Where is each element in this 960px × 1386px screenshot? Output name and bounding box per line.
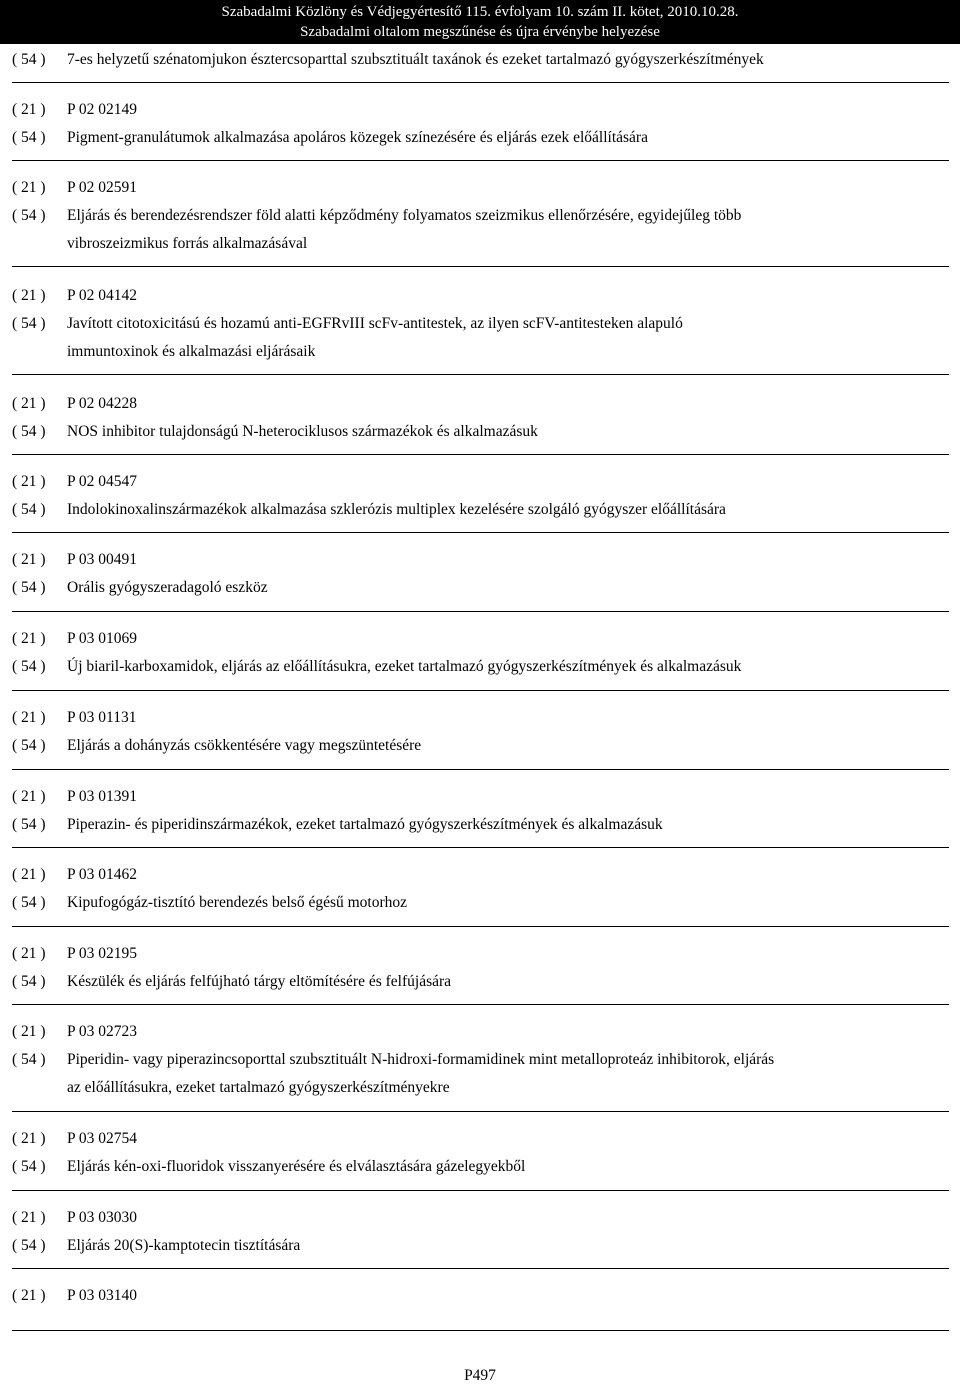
record-text: P 03 01462 [67, 866, 138, 883]
record-line [12, 282, 949, 310]
record-text: Készülék és eljárás felfújható tárgy eltömítésére és felfújására [67, 973, 452, 990]
record-text: Eljárás és berendezésrendszer föld alatti képződmény folyamatos szeizmikus ellenőrzésére, egyidejűleg több [67, 207, 742, 224]
record-line [12, 546, 949, 574]
inid-code: ( 21 ) [12, 945, 46, 962]
record-text: P 03 02754 [67, 1130, 138, 1147]
record-line [12, 1018, 949, 1046]
record-text: P 03 03030 [67, 1209, 138, 1226]
record-line [12, 1204, 949, 1232]
record-text: P 02 02149 [67, 101, 138, 118]
inid-code: ( 54 ) [12, 894, 46, 911]
record-text: NOS inhibitor tulajdonságú N-heterociklusos származékok és alkalmazásuk [67, 423, 538, 440]
inid-code: ( 54 ) [12, 658, 46, 675]
inid-code: ( 21 ) [12, 395, 46, 412]
record-line [12, 468, 949, 496]
record-line [12, 861, 949, 889]
patent-record [12, 468, 949, 533]
record-text: 7-es helyzetű szénatomjukon észtercsoparttal szubsztituált taxánok és ezeket tartalmazó gyógyszerkészítmények [67, 51, 764, 68]
record-line [12, 96, 949, 124]
record-text: Piperazin- és piperidinszármazékok, ezeket tartalmazó gyógyszerkészítmények és alkalmazásuk [67, 816, 663, 833]
patent-record [12, 625, 949, 691]
patent-record [12, 1018, 949, 1112]
record-line [12, 496, 949, 524]
record-text: P 03 01391 [67, 788, 138, 805]
record-line [12, 940, 949, 968]
record-line [12, 783, 949, 811]
inid-code: ( 54 ) [12, 315, 46, 332]
record-text: P 03 01131 [67, 709, 137, 726]
record-text: P 02 04228 [67, 395, 138, 412]
patent-record [12, 783, 949, 848]
record-text: immuntoxinok és alkalmazási eljárásaik [67, 343, 316, 360]
record-line [12, 1232, 949, 1260]
inid-code: ( 54 ) [12, 973, 46, 990]
record-text: P 03 01069 [67, 630, 138, 647]
record-line [12, 1153, 949, 1181]
patent-record [12, 1282, 949, 1331]
inid-code: ( 54 ) [12, 816, 46, 833]
inid-code: ( 21 ) [12, 1287, 46, 1304]
inid-code: ( 21 ) [12, 1209, 46, 1226]
record-text: Kipufogógáz-tisztító berendezés belső égésű motorhoz [67, 894, 408, 911]
patent-record [12, 546, 949, 612]
record-text: Orális gyógyszeradagoló eszköz [67, 579, 268, 596]
inid-code: ( 54 ) [12, 737, 46, 754]
inid-code: ( 21 ) [12, 179, 46, 196]
inid-code: ( 21 ) [12, 287, 46, 304]
inid-code: ( 54 ) [12, 579, 46, 596]
record-text: Eljárás a dohányzás csökkentésére vagy megszüntetésére [67, 737, 422, 754]
inid-code: ( 21 ) [12, 551, 46, 568]
record-line [12, 46, 949, 74]
section-title: Szabadalmi oltalom megszűnése és újra érvénybe helyezése [300, 24, 660, 40]
record-text: Eljárás kén-oxi-fluoridok visszanyerésére és elválasztására gázelegyekből [67, 1158, 526, 1175]
record-line [12, 811, 949, 839]
record-text: Javított citotoxicitású és hozamú anti-EGFRvIII scFv-antitestek, az ilyen scFV-antitesteken alapuló [67, 315, 683, 332]
record-text: P 02 04142 [67, 287, 138, 304]
record-line [12, 174, 949, 202]
record-text: Pigment-granulátumok alkalmazása apoláros közegek színezésére és eljárás ezek előállítására [67, 129, 648, 146]
record-line [12, 310, 949, 338]
record-line [12, 338, 949, 366]
patent-record [12, 390, 949, 455]
record-line [12, 625, 949, 653]
record-text: P 02 02591 [67, 179, 138, 196]
record-text: Indolokinoxalinszármazékok alkalmazása szklerózis multiplex kezelésére szolgáló gyógyszer előállítására [67, 501, 726, 518]
record-line [12, 968, 949, 996]
inid-code: ( 21 ) [12, 101, 46, 118]
record-text: P 03 02195 [67, 945, 138, 962]
inid-code: ( 54 ) [12, 51, 46, 68]
inid-code: ( 21 ) [12, 1130, 46, 1147]
record-text: Új biaril-karboxamidok, eljárás az előállításukra, ezeket tartalmazó gyógyszerkészítmények és alkalmazásuk [67, 658, 742, 675]
inid-code: ( 54 ) [12, 501, 46, 518]
patent-record [12, 174, 949, 267]
patent-record [12, 704, 949, 770]
record-text: P 03 03140 [67, 1287, 138, 1304]
inid-code: ( 54 ) [12, 1237, 46, 1254]
record-line [12, 704, 949, 732]
inid-code: ( 21 ) [12, 630, 46, 647]
inid-code: ( 21 ) [12, 1023, 46, 1040]
inid-code: ( 21 ) [12, 473, 46, 490]
inid-code: ( 21 ) [12, 709, 46, 726]
inid-code: ( 54 ) [12, 207, 46, 224]
record-text: vibroszeizmikus forrás alkalmazásával [67, 235, 308, 252]
record-text: Eljárás 20(S)-kamptotecin tisztítására [67, 1237, 301, 1254]
record-line [12, 1074, 949, 1102]
inid-code: ( 54 ) [12, 1158, 46, 1175]
record-line [12, 1125, 949, 1153]
patent-record [12, 96, 949, 161]
page-number: P497 [464, 1367, 496, 1384]
record-text: P 02 04547 [67, 473, 138, 490]
record-line [12, 574, 949, 602]
inid-code: ( 54 ) [12, 423, 46, 440]
inid-code: ( 54 ) [12, 129, 46, 146]
page-header [0, 0, 960, 44]
inid-code: ( 54 ) [12, 1051, 46, 1068]
journal-title: Szabadalmi Közlöny és Védjegyértesítő 115. évfolyam 10. szám II. kötet, 2010.10.28. [221, 4, 739, 20]
record-line [12, 1282, 949, 1310]
record-line [12, 124, 949, 152]
patent-record [12, 861, 949, 927]
record-line [12, 889, 949, 917]
record-line [12, 1046, 949, 1074]
record-line [12, 732, 949, 760]
record-text: Piperidin- vagy piperazincsoporttal szubsztituált N-hidroxi-formamidinek mint metalloproteáz inhibitorok, eljárás [67, 1051, 775, 1068]
patent-record [12, 282, 949, 375]
record-line [12, 418, 949, 446]
inid-code: ( 21 ) [12, 788, 46, 805]
record-text: P 03 00491 [67, 551, 138, 568]
patent-record [12, 1204, 949, 1269]
record-line [12, 390, 949, 418]
record-line [12, 653, 949, 681]
patent-record [12, 46, 949, 83]
record-line [12, 202, 949, 230]
patent-record [12, 1125, 949, 1191]
record-text: az előállításukra, ezeket tartalmazó gyógyszerkészítményekre [67, 1079, 450, 1096]
patent-record [12, 940, 949, 1005]
record-text: P 03 02723 [67, 1023, 138, 1040]
record-line [12, 230, 949, 258]
inid-code: ( 21 ) [12, 866, 46, 883]
